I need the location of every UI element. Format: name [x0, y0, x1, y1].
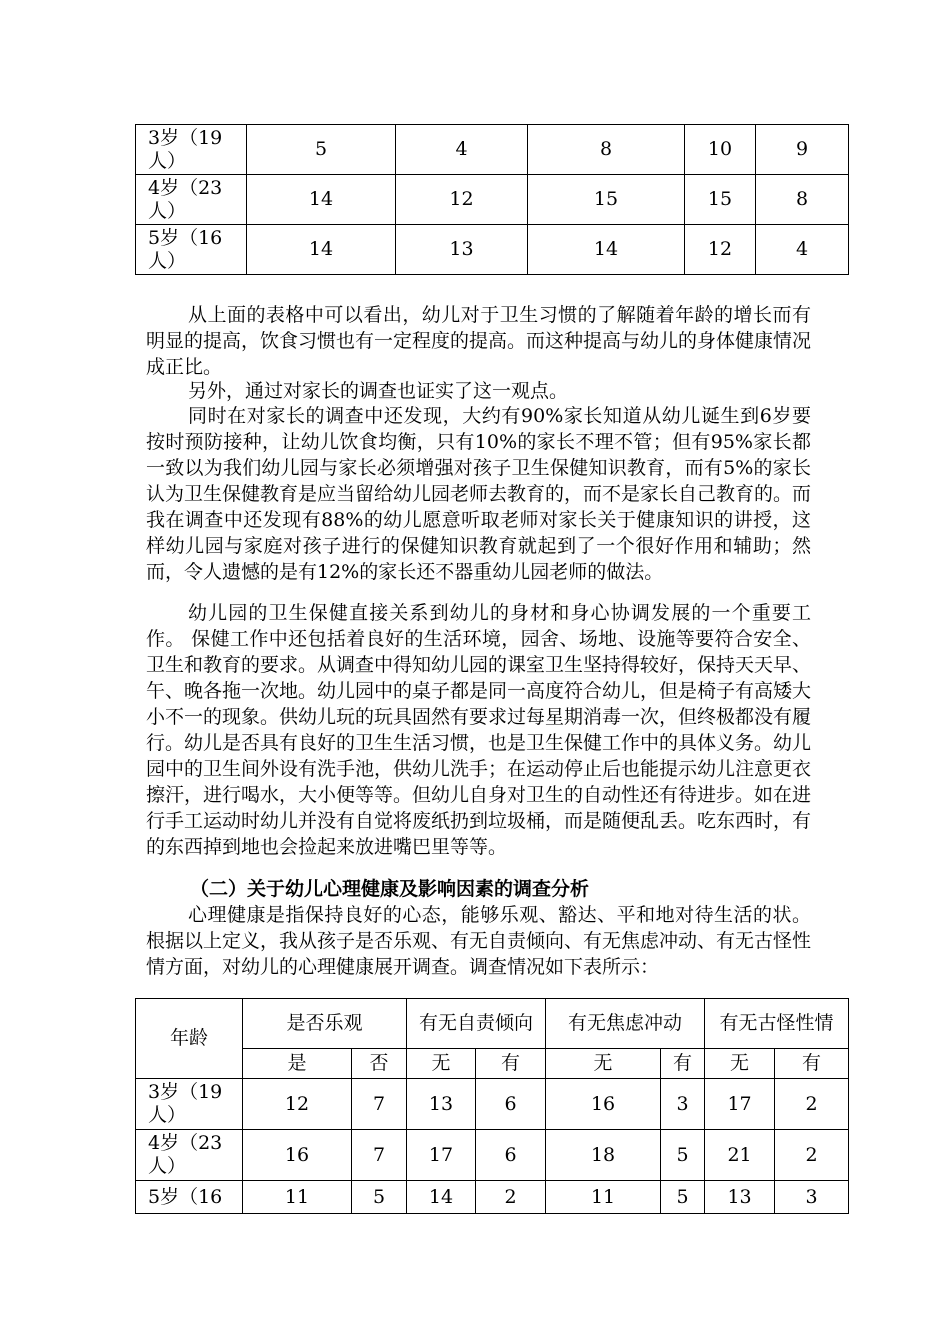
value-cell: 7 — [352, 1130, 407, 1181]
value-cell: 12 — [685, 225, 756, 275]
value-cell: 14 — [407, 1181, 476, 1214]
age-cell: 3岁（19人） — [136, 1079, 243, 1130]
mental-health-survey-table — [135, 998, 849, 1214]
table-row — [136, 1181, 849, 1214]
subheader-cell: 有 — [775, 1049, 849, 1079]
value-cell: 4 — [396, 125, 528, 175]
paragraph-kindergarten-hygiene: 幼儿园的卫生保健直接关系到幼儿的身材和身心协调发展的一个重要工作。 保健工作中还包括着良好的生活环境，园舍、场地、设施等要符合安全、卫生和教育的要求。从调查中得知幼儿园的课室卫生坚持得较好，保持天天早、午、晚各拖一次地。幼儿园中的桌子都是同一高度符合幼儿，但是椅子有高矮大小不一的现象。供幼儿玩的玩具固然有要求过每星期消毒一次，但终极都没有履行。幼儿是否具有良好的卫生生活习惯，也是卫生保健工作中的具体义务。幼儿园中的卫生间外设有洗手池，供幼儿洗手；在运动停止后也能提示幼儿注意更衣擦汗，进行喝水，大小便等等。但幼儿自身对卫生的自动性还有待进步。如在进行手工运动时幼儿并没有自觉将废纸扔到垃圾桶，而是随便乱丢。吃东西时，有的东西掉到地也会捡起来放进嘴巴里等等。 — [146, 602, 812, 858]
value-cell: 6 — [476, 1079, 546, 1130]
paragraph-mental-health: 心理健康是指保持良好的心态，能够乐观、豁达、平和地对待生活的状。根据以上定义，我从孩子是否乐观、有无自责倾向、有无焦虑冲动、有无古怪性情方面，对幼儿的心理健康展开调查。调查情况如下表所示： — [146, 904, 812, 978]
value-cell: 10 — [685, 125, 756, 175]
value-cell: 18 — [546, 1130, 661, 1181]
group-header: 是否乐观 — [243, 999, 407, 1049]
age-cell: 4岁（23人） — [136, 175, 247, 225]
table-row — [136, 175, 849, 225]
value-cell: 16 — [546, 1079, 661, 1130]
subheader-cell: 是 — [243, 1049, 352, 1079]
value-cell: 7 — [352, 1079, 407, 1130]
value-cell: 11 — [243, 1181, 352, 1214]
subheader-cell: 无 — [705, 1049, 775, 1079]
subheader-cell: 有 — [476, 1049, 546, 1079]
age-cell: 5岁（16人） — [136, 225, 247, 275]
value-cell: 5 — [661, 1181, 705, 1214]
value-cell: 8 — [528, 125, 685, 175]
value-cell: 14 — [247, 225, 396, 275]
paragraph-parent-survey: 另外，通过对家长的调查也证实了这一观点。 — [188, 380, 569, 402]
value-cell: 5 — [247, 125, 396, 175]
value-cell: 15 — [528, 175, 685, 225]
paragraph-table-analysis: 从上面的表格中可以看出，幼儿对于卫生习惯的了解随着年龄的增长而有明显的提高，饮食习惯也有一定程度的提高。而这种提高与幼儿的身体健康情况成正比。 — [146, 304, 812, 378]
value-cell: 17 — [407, 1130, 476, 1181]
table-row — [136, 1130, 849, 1181]
value-cell: 4 — [756, 225, 849, 275]
value-cell: 8 — [756, 175, 849, 225]
section-heading: （二）关于幼儿心理健康及影响因素的调查分析 — [190, 878, 590, 900]
value-cell: 6 — [476, 1130, 546, 1181]
value-cell: 3 — [661, 1079, 705, 1130]
table-row — [136, 125, 849, 175]
value-cell: 21 — [705, 1130, 775, 1181]
value-cell: 9 — [756, 125, 849, 175]
age-header: 年龄 — [136, 999, 243, 1079]
age-cell: 4岁（23人） — [136, 1130, 243, 1181]
value-cell: 17 — [705, 1079, 775, 1130]
value-cell: 2 — [775, 1079, 849, 1130]
subheader-cell: 无 — [546, 1049, 661, 1079]
subheader-cell: 否 — [352, 1049, 407, 1079]
value-cell: 14 — [247, 175, 396, 225]
age-cell: 3岁（19人） — [136, 125, 247, 175]
value-cell: 12 — [396, 175, 528, 225]
group-header: 有无古怪性情 — [705, 999, 849, 1049]
value-cell: 11 — [546, 1181, 661, 1214]
value-cell: 16 — [243, 1130, 352, 1181]
subheader-cell: 有 — [661, 1049, 705, 1079]
value-cell: 13 — [396, 225, 528, 275]
table-row — [136, 225, 849, 275]
value-cell: 3 — [775, 1181, 849, 1214]
group-header: 有无自责倾向 — [407, 999, 546, 1049]
value-cell: 15 — [685, 175, 756, 225]
subheader-cell: 无 — [407, 1049, 476, 1079]
subheader-row — [136, 1049, 849, 1079]
age-cell: 5岁（16 — [136, 1181, 243, 1214]
value-cell: 2 — [476, 1181, 546, 1214]
header-row — [136, 999, 849, 1049]
table-row — [136, 1079, 849, 1130]
value-cell: 13 — [407, 1079, 476, 1130]
value-cell: 12 — [243, 1079, 352, 1130]
value-cell: 5 — [661, 1130, 705, 1181]
hygiene-survey-table — [135, 124, 849, 275]
group-header: 有无焦虑冲动 — [546, 999, 705, 1049]
value-cell: 2 — [775, 1130, 849, 1181]
paragraph-parent-findings: 同时在对家长的调查中还发现，大约有90%家长知道从幼儿诞生到6岁要按时预防接种，让幼儿饮食均衡，只有10%的家长不理不管；但有95%家长都一致以为我们幼儿园与家长必须增强对孩子卫生保健知识教育，而有5%的家长认为卫生保健教育是应当留给幼儿园老师去教育的，而不是家长自己教育的。而我在调查中还发现有88%的幼儿愿意听取老师对家长关于健康知识的讲授，这样幼儿园与家庭对孩子进行的保健知识教育就起到了一个很好作用和辅助；然而，令人遗憾的是有12%的家长还不器重幼儿园老师的做法。 — [146, 405, 812, 583]
value-cell: 14 — [528, 225, 685, 275]
value-cell: 13 — [705, 1181, 775, 1214]
value-cell: 5 — [352, 1181, 407, 1214]
